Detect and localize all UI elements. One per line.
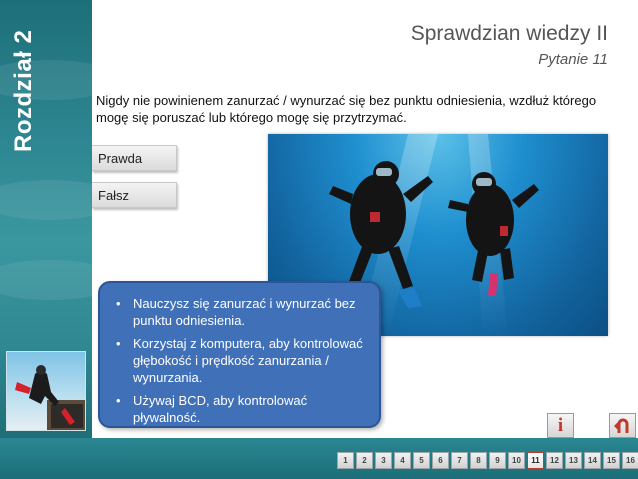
sidebar [0, 0, 92, 438]
page-button-16[interactable]: 16 [622, 452, 638, 469]
page-button-12[interactable]: 12 [546, 452, 563, 469]
page-button-1[interactable]: 1 [337, 452, 354, 469]
answer-true-button[interactable]: Prawda [92, 145, 177, 171]
page-button-9[interactable]: 9 [489, 452, 506, 469]
page-button-14[interactable]: 14 [584, 452, 601, 469]
chapter-title: Rozdział 2 [10, 29, 37, 152]
page-button-15[interactable]: 15 [603, 452, 620, 469]
info-bubble [98, 281, 381, 428]
info-icon: i [557, 414, 564, 436]
question-number: Pytanie 11 [538, 51, 608, 68]
answer-false-button[interactable]: Fałsz [92, 182, 177, 208]
page-button-13[interactable]: 13 [565, 452, 582, 469]
question-text: Nigdy nie powinienem zanurzać / wynurzać się bez punktu odniesienia, wzdłuż którego mogę się poruszać lub którego mogę się przytrzymać. [96, 93, 597, 125]
sidebar-wave [0, 260, 92, 300]
sidebar-diver-photo [6, 351, 86, 431]
page-button-10[interactable]: 10 [508, 452, 525, 469]
info-button[interactable] [547, 413, 574, 438]
page-button-8[interactable]: 8 [470, 452, 487, 469]
page-button-7[interactable]: 7 [451, 452, 468, 469]
back-button[interactable] [609, 413, 636, 438]
info-item: • Korzystaj z komputera, aby kontrolować głębokość i prędkość zanurzania / wynurzania. [114, 335, 365, 386]
info-item: • Nauczysz się zanurzać i wynurzać bez punktu odniesienia. [114, 295, 365, 329]
info-list [114, 295, 365, 426]
info-item: • Używaj BCD, aby kontrolować pływalność. [114, 392, 365, 426]
page-button-3[interactable]: 3 [375, 452, 392, 469]
quiz-title: Sprawdzian wiedzy II [410, 22, 608, 45]
sidebar-wave [0, 180, 92, 220]
page-button-5[interactable]: 5 [413, 452, 430, 469]
return-arrow-icon [613, 417, 633, 435]
page-button-6[interactable]: 6 [432, 452, 449, 469]
page-button-11-current[interactable]: 11 [527, 452, 544, 469]
page-button-4[interactable]: 4 [394, 452, 411, 469]
page-navigation [337, 452, 638, 469]
page-button-2[interactable]: 2 [356, 452, 373, 469]
diver-jump-image [7, 352, 86, 431]
